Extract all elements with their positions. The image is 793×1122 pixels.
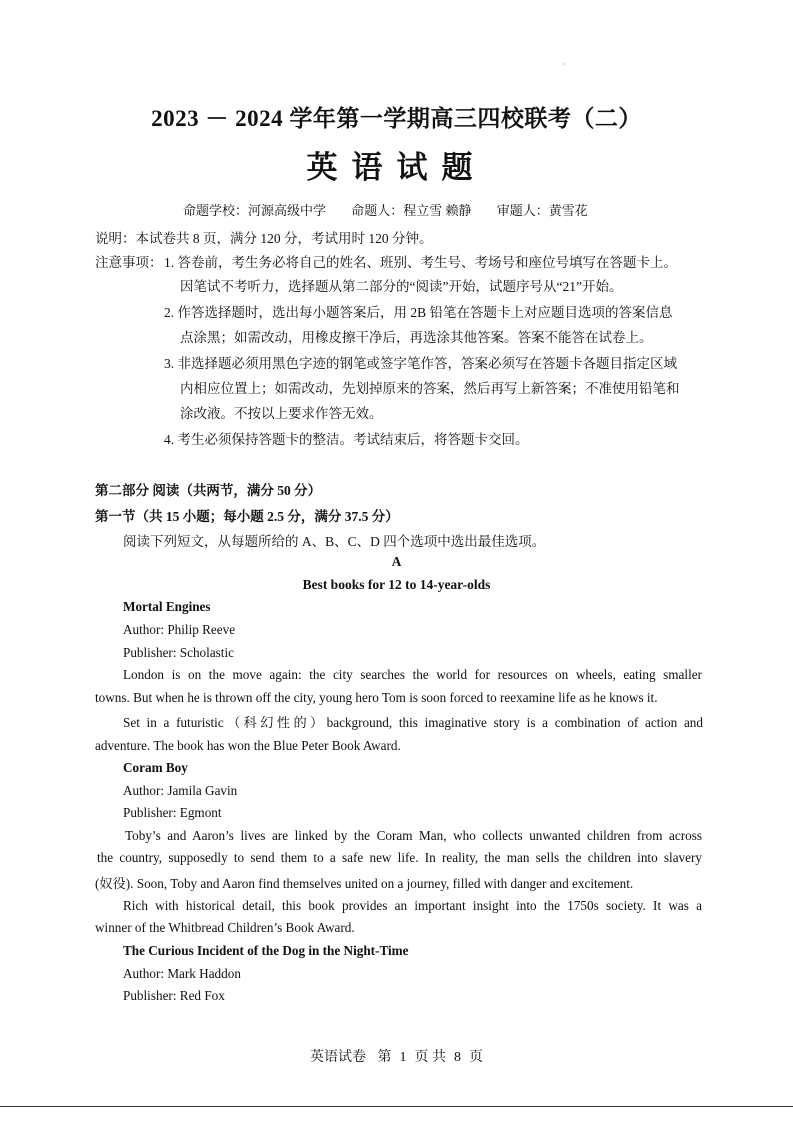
footer-page-number: 1 [399,1050,407,1065]
book-2-para-2a: Rich with historical detail, this book provides an important insight into the 1750s society. It was a [123,898,702,913]
exam-note: 说明：本试卷共 8 页，满分 120 分，考试用时 120 分钟。 [95,231,433,246]
page-mark: · [563,60,566,69]
book-2-publisher: Publisher: Egmont [123,805,222,820]
setter-names: 命题人：程立雪 赖静 [351,203,472,218]
bottom-rule [0,1106,793,1107]
notice-item-3b: 内相应位置上；如需改动，先划掉原来的答案，然后再写上新答案；不准使用铅笔和 [180,381,680,396]
book-1-author: Author: Philip Reeve [123,622,236,637]
page-footer [0,1046,793,1066]
book-1-title: Mortal Engines [123,599,211,614]
footer-page-suffix: 页 [469,1050,483,1065]
book-1-para-2b: adventure. The book has won the Blue Peter Book Award. [95,738,401,753]
footer-subject: 英语试卷 [310,1050,366,1065]
footer-total-pages: 8 [454,1050,461,1065]
book-2-para-1b: the country, supposedly to send them to a safe new life. In reality, the man sells the children into slavery [97,850,702,865]
notice-item-3a: 3. 非选择题必须用黑色字迹的钢笔或签字笔作答，答案必须写在答题卡各题目指定区域 [164,356,677,371]
footer-page-mid: 页 共 [414,1050,446,1065]
notice-item-1a: 1. 答卷前，考生务必将自己的姓名、班别、考生号、考场号和座位号填写在答题卡上。 [164,255,677,270]
book-2-author: Author: Jamila Gavin [123,783,238,798]
book-3-author: Author: Mark Haddon [123,966,241,981]
book-1-para-1b: towns. But when he is thrown off the city, young hero Tom is soon forced to reexamine life as he knows it. [95,690,658,705]
exam-title: 2023 － 2024 学年第一学期高三四校联考（二） [151,106,642,131]
book-2-title: Coram Boy [123,760,188,775]
notice-item-1b: 因笔试不考听力，选择题从第二部分的“阅读”开始，试题序号从“21”开始。 [180,279,623,294]
section-heading: 第一节（共 15 小题；每小题 2.5 分，满分 37.5 分） [95,509,399,524]
passage-title: Best books for 12 to 14-year-olds [302,577,491,592]
part-heading: 第二部分 阅读（共两节，满分 50 分） [95,483,322,498]
book-3-title: The Curious Incident of the Dog in the Night-Time [123,943,409,958]
book-2-para-1a: Toby’s and Aaron’s lives are linked by the Coram Man, who collects unwanted children from across [125,828,702,843]
book-1-para-2a: Set in a futuristic（科幻性的）background, this imaginative story is a combination of action and [123,715,703,730]
notice-item-4: 4. 考生必须保持答题卡的整洁。考试结束后，将答题卡交回。 [164,432,529,447]
book-2-para-1c: (奴役). Soon, Toby and Aaron find themselves united on a journey, filled with danger and excitement. [95,876,634,891]
passage-letter: A [391,554,402,569]
setter-school: 命题学校：河源高级中学 [183,203,327,218]
reviewer-name: 审题人：黄雪花 [496,203,588,218]
section-direction: 阅读下列短文，从每题所给的 A、B、C、D 四个选项中选出最佳选项。 [123,534,546,549]
notice-item-2a: 2. 作答选择题时，选出每小题答案后，用 2B 铅笔在答题卡上对应题目选项的答案信息 [164,305,673,320]
book-3-publisher: Publisher: Red Fox [123,988,225,1003]
exam-meta [183,200,610,219]
notice-label: 注意事项： [95,255,163,270]
subject-title: 英语试题 [306,150,487,185]
notice-item-2b: 点涂黑；如需改动，用橡皮擦干净后，再选涂其他答案。答案不能答在试卷上。 [180,330,653,345]
notice-item-3c: 涂改液。不按以上要求作答无效。 [180,406,383,421]
book-1-para-1a: London is on the move again: the city searches the world for resources on wheels, eating smaller [123,667,702,682]
book-2-para-2b: winner of the Whitbread Children’s Book Award. [95,920,355,935]
book-1-publisher: Publisher: Scholastic [123,645,234,660]
footer-page-prefix: 第 [377,1050,392,1065]
